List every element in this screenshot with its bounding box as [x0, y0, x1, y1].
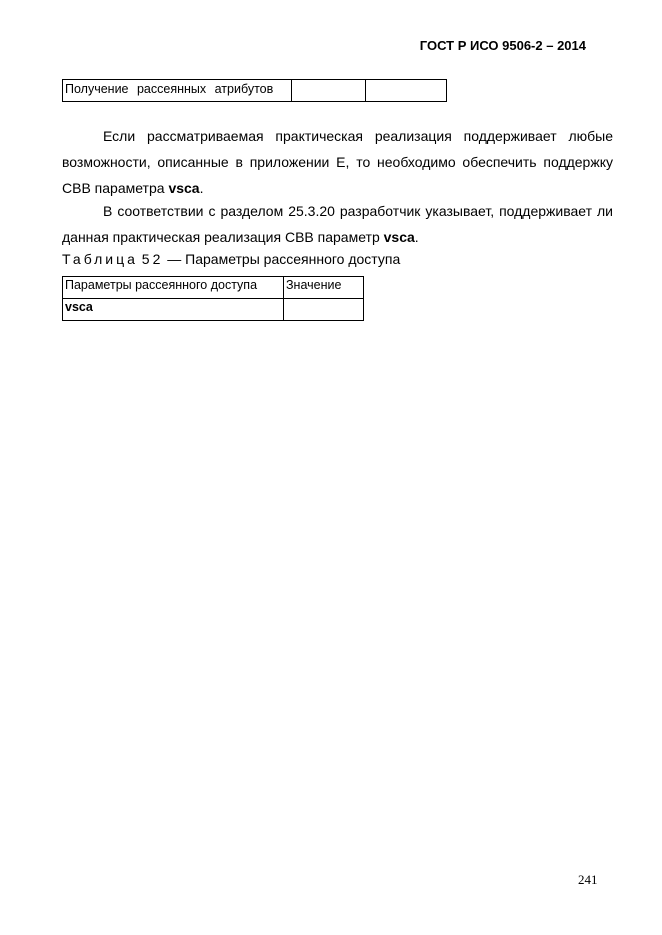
caption-number: 52	[141, 251, 164, 267]
column-header-param: Параметры рассеянного доступа	[63, 277, 284, 299]
table-header-row	[63, 277, 364, 299]
column-header-value: Значение	[284, 277, 364, 299]
attributes-table	[62, 79, 447, 102]
paragraph-vsca-declaration: В соответствии с разделом 25.3.20 разработчик указывает, поддерживает ли данная практическая реализация СВВ параметр vsca.	[62, 203, 613, 245]
table-cell-value	[284, 299, 364, 321]
table-caption	[62, 251, 400, 267]
table-cell	[292, 80, 366, 102]
table-row	[63, 299, 364, 321]
page-number: 241	[578, 872, 598, 887]
paragraph-text: Если рассматриваемая практическая реализация поддерживает любые возможности, описанные в приложении Е, то необходимо обеспечить поддержку СВВ параметра	[62, 128, 613, 196]
table-cell-label: Получение рассеянных атрибутов	[63, 80, 292, 102]
parameter-name: vsca	[168, 180, 200, 196]
table-cell-param: vsca	[63, 299, 284, 321]
document-header: ГОСТ Р ИСО 9506-2 – 2014	[419, 38, 586, 53]
paragraph-vsca-support: Если рассматриваемая практическая реализация поддерживает любые возможности, описанные в приложении Е, то необходимо обеспечить поддержку СВВ параметра vsca.	[62, 128, 613, 196]
caption-word: Таблица	[62, 251, 138, 267]
parameter-name: vsca	[383, 229, 415, 245]
paragraph-text: В соответствии с разделом 25.3.20 разработчик указывает, поддерживает ли данная практическая реализация СВВ параметр	[62, 203, 613, 245]
scattered-access-params-table	[62, 276, 364, 321]
caption-title: — Параметры рассеянного доступа	[163, 251, 401, 267]
table-row	[63, 80, 447, 102]
table-cell	[366, 80, 447, 102]
